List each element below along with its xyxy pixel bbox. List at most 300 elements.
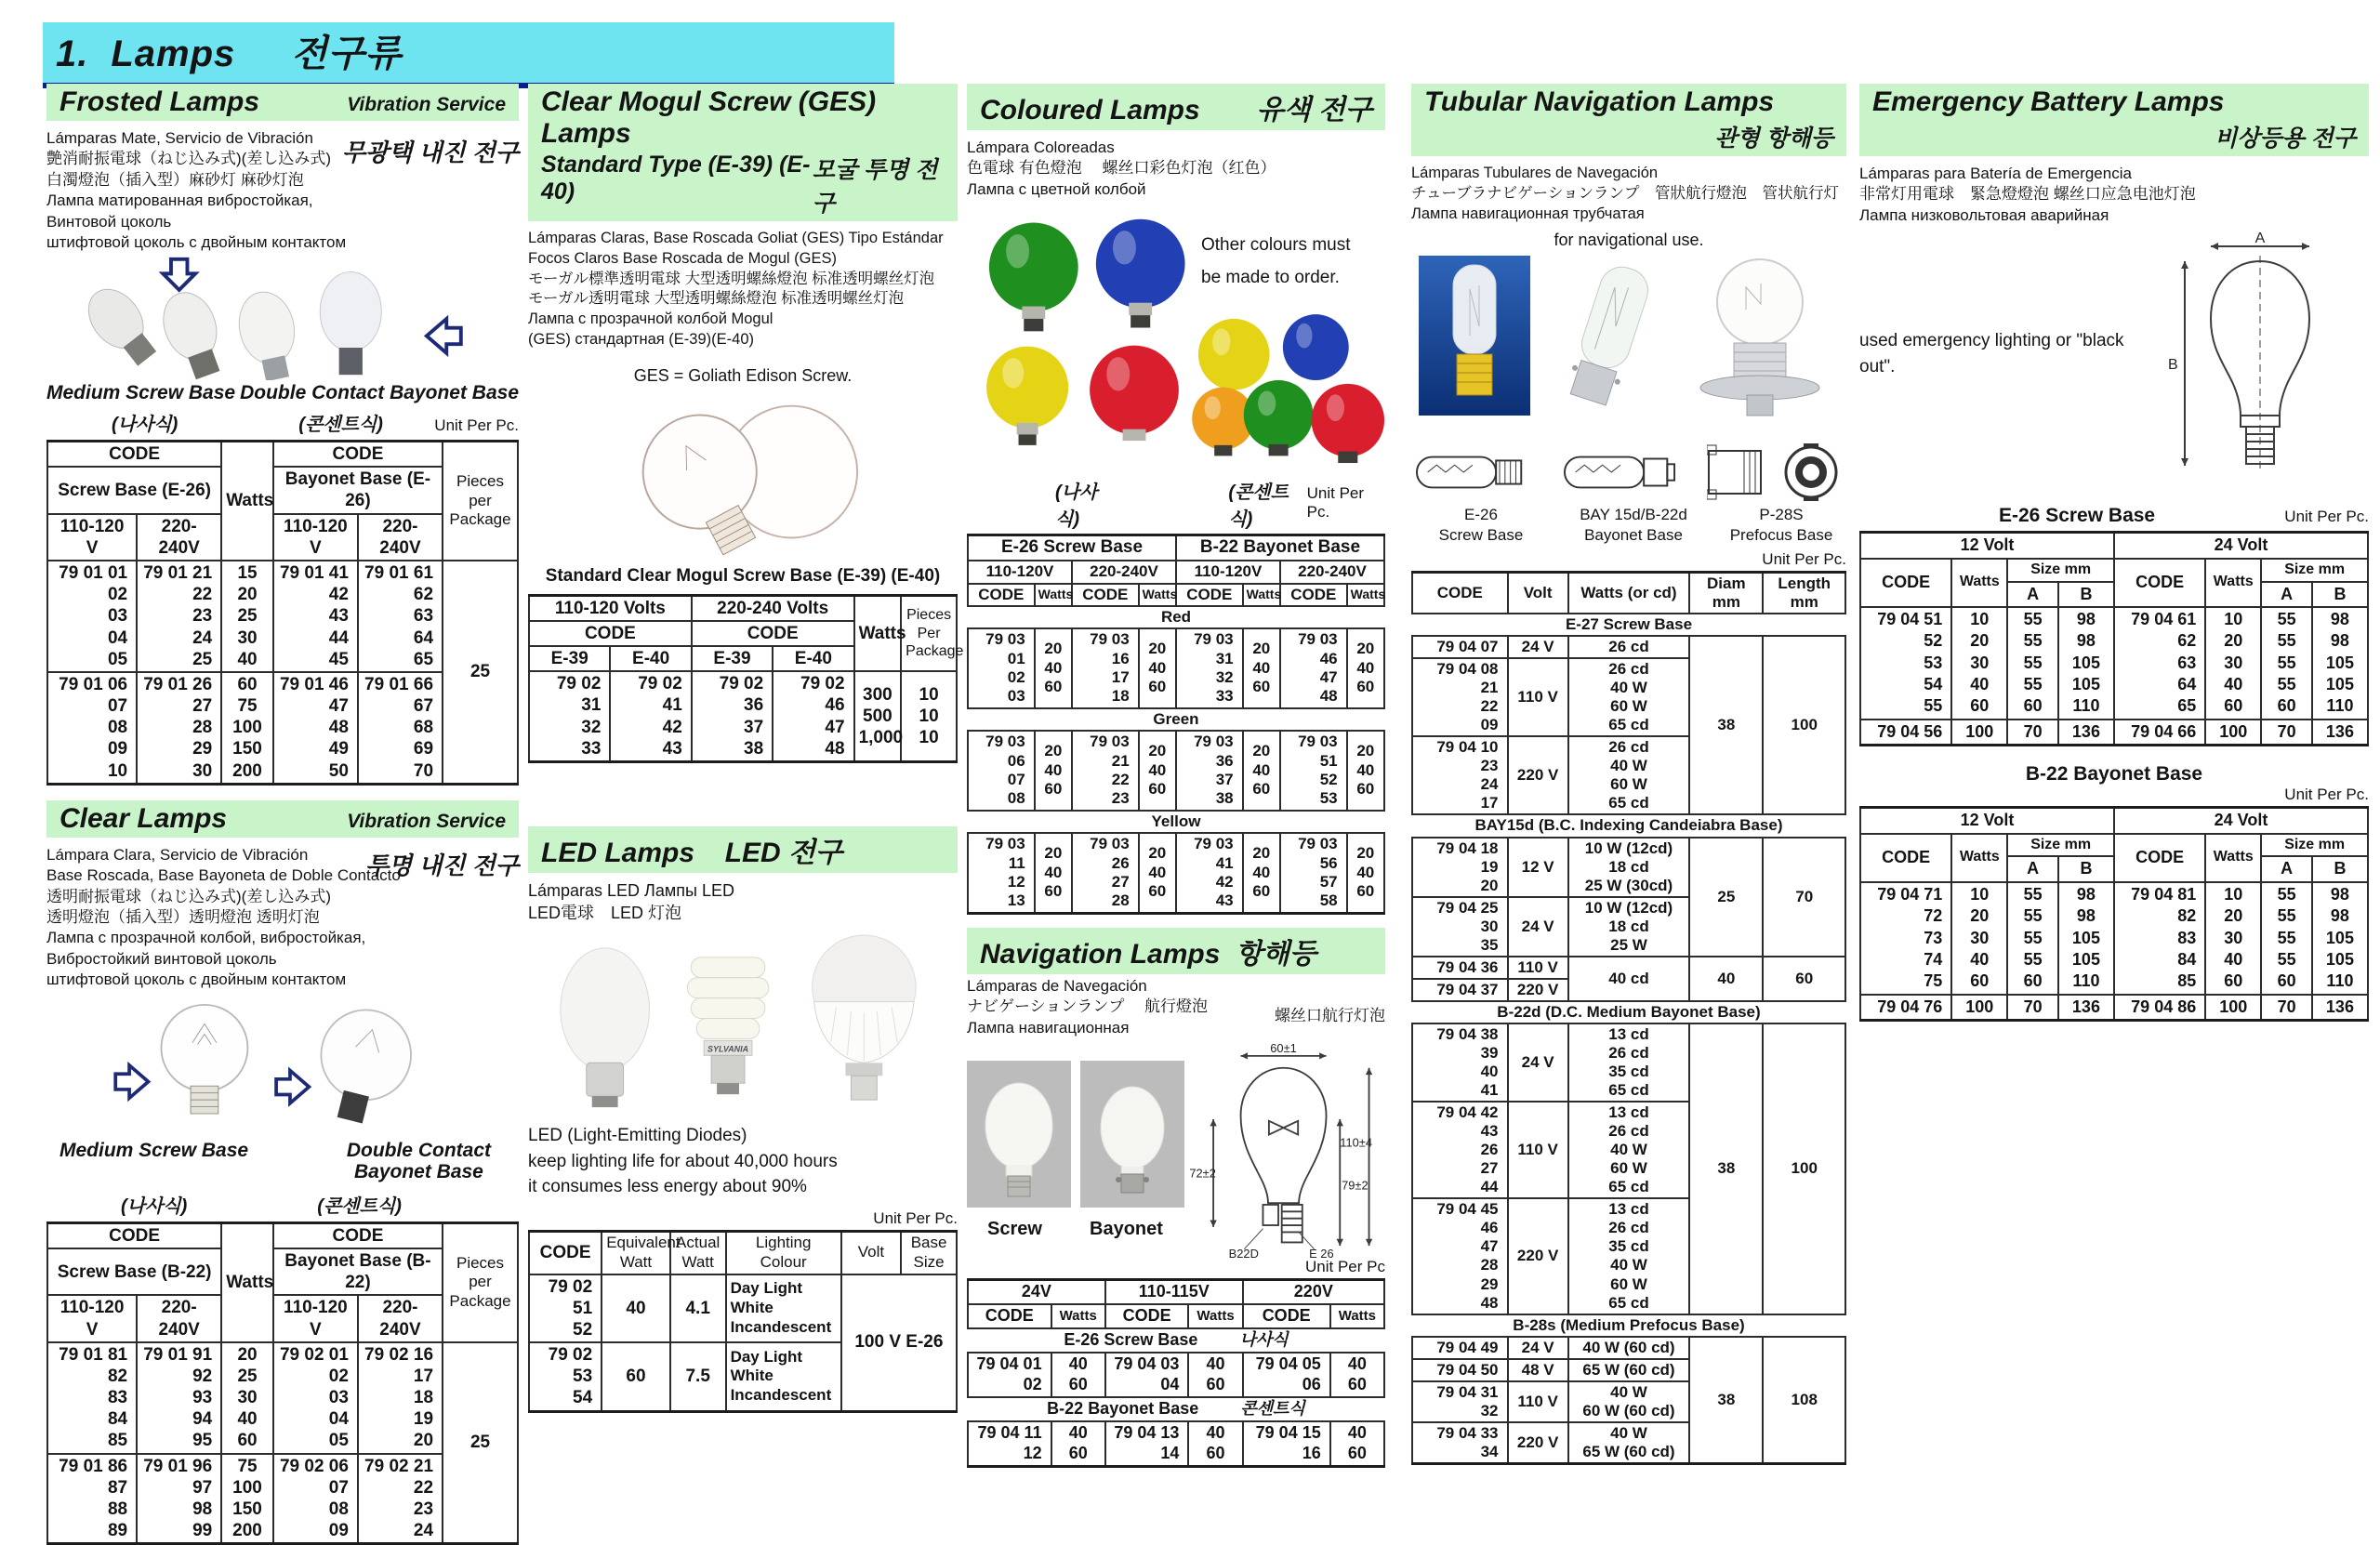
watts-cell: 13 cd 26 cd 35 cd 40 W 60 W 65 cd — [1568, 1198, 1689, 1314]
emergency-title: Emergency Battery Lamps — [1872, 86, 2225, 117]
col-header-watts: Watts — [221, 442, 273, 561]
size-cell: 136 — [2058, 995, 2114, 1021]
tubular-e26-bulb-image — [1442, 261, 1507, 410]
colour-cell: Day Light White Incandescent — [726, 1342, 841, 1411]
tubular-photo — [1419, 256, 1530, 416]
watts-cell: 20 40 60 — [1347, 628, 1384, 708]
col-header-voltage: 24 Volt — [2114, 533, 2368, 559]
coloured-screw-korean: (나사식) — [1055, 482, 1098, 531]
watts-cell: 10 20 30 40 60 — [2205, 882, 2261, 995]
tubular-figure — [1411, 256, 1846, 442]
table-row — [968, 731, 1384, 811]
clear-screw-korean: (나사식) — [121, 1195, 188, 1217]
col-header-screwbase: Screw Base (E-26) — [47, 467, 221, 513]
frosted-clear-column — [46, 84, 519, 1545]
size-cell: 55 55 55 55 60 — [2261, 882, 2312, 995]
watts-cell: 75 100 150 200 — [221, 1454, 273, 1544]
col-header-voltage: 110-120V — [1176, 561, 1280, 583]
nav-dimension-diagram — [1183, 1044, 1385, 1258]
base-group-korean: 콘센트식 — [1240, 1398, 1305, 1418]
page-title-bar — [43, 22, 894, 88]
led-table — [528, 1230, 958, 1413]
nav-bayonet-photo — [1080, 1061, 1184, 1208]
dim-label: 110±4 — [1340, 1135, 1373, 1150]
code-cell: 79 02 16 17 18 19 20 — [358, 1342, 443, 1454]
pieces-cell: 10 10 10 — [901, 671, 957, 761]
col-header-bayonetbase: Bayonet Base (B-22) — [273, 1248, 443, 1295]
tubular-caption-e26: E-26 Screw Base — [1438, 506, 1524, 544]
code-cell: 79 01 41 42 43 44 45 — [273, 561, 358, 672]
mogul-subtitle: Standard Type (E-39) (E-40) — [541, 152, 811, 205]
code-cell: 79 01 91 92 93 94 95 — [137, 1342, 221, 1454]
col-header-voltage: 220-240V — [358, 514, 443, 561]
mogul-section-header — [528, 84, 958, 221]
code-cell: 79 03 01 02 03 — [968, 628, 1035, 708]
volt-cell: 12 V — [1508, 838, 1568, 897]
table-row — [968, 1421, 1384, 1466]
base-group-label: B-28s (Medium Prefocus Base) — [1412, 1314, 1845, 1337]
colour-group-label: Red — [968, 606, 1384, 628]
code-cell: 79 03 36 37 38 — [1176, 731, 1243, 811]
col-header-code: CODE — [273, 442, 443, 468]
length-cell: 70 — [1763, 838, 1845, 957]
size-cell: 136 — [2312, 720, 2368, 746]
watts-cell: 20 40 60 — [1243, 628, 1280, 708]
emergency-description: Lámparas para Batería de Emergencia 非常灯用電球 緊急燈燈泡 螺丝口应急电池灯泡 Лампа низковольтовая аварийная — [1859, 165, 2196, 224]
volt-cell: 24 V — [1508, 1337, 1568, 1359]
led-description: Lámparas LED Лампы LED LED電球 LED 灯泡 — [528, 880, 734, 922]
code-cell: 79 04 07 — [1412, 636, 1508, 658]
tubular-caption-bay: BAY 15d/B-22d Bayonet Base — [1580, 506, 1687, 544]
length-cell: 100 — [1763, 1023, 1845, 1314]
code-cell: 79 02 53 54 — [529, 1342, 602, 1411]
base-label: E 26 — [1309, 1247, 1334, 1259]
col-header-size: Size mm — [2261, 559, 2368, 582]
mogul-caption: Standard Clear Mogul Screw Base (E-39) (E-40) — [545, 565, 941, 586]
emergency-figure — [1859, 226, 2369, 505]
tubular-title: Tubular Navigation Lamps — [1424, 86, 1775, 117]
code-cell: 79 02 31 32 33 — [529, 671, 610, 761]
code-cell: 79 04 66 — [2114, 720, 2205, 746]
code-cell: 79 04 38 39 40 41 — [1412, 1023, 1508, 1102]
code-cell: 79 04 51 52 53 54 55 — [1860, 607, 1951, 720]
col-header-watts: Watts (or cd) — [1568, 572, 1689, 614]
col-header-watts: Watts — [1035, 584, 1072, 606]
table-row — [1412, 636, 1845, 658]
watts-cell: 100 — [2205, 720, 2261, 746]
clear-section-header — [46, 800, 519, 838]
col-header-watts: Watts — [1347, 584, 1384, 606]
watts-cell: 7.5 — [670, 1342, 726, 1411]
size-cell: 70 — [2261, 720, 2312, 746]
volt-cell: 24 V — [1508, 636, 1568, 658]
col-header-a: A — [2261, 582, 2312, 607]
code-cell: 79 01 06 07 08 09 10 — [47, 672, 137, 784]
tubular-caption-p28s: P-28S Prefocus Base — [1729, 506, 1833, 544]
col-header-voltage: 110-120 V — [47, 514, 137, 561]
watts-cell: 26 cd 40 W 60 W 65 cd — [1568, 658, 1689, 736]
col-header-bayonetbase: Bayonet Base (E-26) — [273, 467, 443, 513]
size-cell: 98 98 105 105 110 — [2058, 607, 2114, 720]
col-header-watts: Watts — [221, 1222, 273, 1341]
watts-cell: 40 60 — [1188, 1421, 1242, 1466]
col-header-volt: Volt — [841, 1232, 901, 1274]
watts-cell: 13 cd 26 cd 40 W 60 W 65 cd — [1568, 1102, 1689, 1198]
table-row — [1412, 1337, 1845, 1359]
clear-bulbs-image — [46, 991, 483, 1138]
col-header-code: CODE — [968, 1304, 1051, 1328]
col-header-voltage: 220-240V — [1072, 561, 1176, 583]
dim-label: 79±2 — [1342, 1178, 1368, 1193]
col-header-voltage: 110-120 V — [273, 514, 358, 561]
code-cell: 79 04 81 82 83 84 85 — [2114, 882, 2205, 995]
volt-cell: 110 V — [1508, 658, 1568, 736]
col-header-pieces: Pieces Per Package — [901, 595, 957, 671]
frosted-figure — [46, 254, 519, 380]
watts-cell: 20 40 60 — [1035, 833, 1072, 913]
col-header-code: CODE — [968, 584, 1035, 606]
volt-cell: 220 V — [1508, 1422, 1568, 1464]
size-cell: 98 98 105 105 110 — [2312, 882, 2368, 995]
watts-cell: 100 — [2205, 995, 2261, 1021]
code-cell: 79 03 31 32 33 — [1176, 628, 1243, 708]
col-header-size: Size mm — [2261, 834, 2368, 857]
voltbase-cell: 100 V E-26 — [841, 1274, 957, 1412]
col-header-b: B — [2312, 582, 2368, 607]
watts-cell: 26 cd 40 W 60 W 65 cd — [1568, 736, 1689, 814]
col-header-base: E-39 — [692, 646, 773, 671]
code-cell: 79 03 46 47 48 — [1280, 628, 1347, 708]
led-notes: LED (Light-Emitting Diodes) keep lighting life for about 40,000 hours it consumes less energy about 90% — [528, 1126, 838, 1197]
tubular-section-header — [1411, 84, 1846, 156]
col-header-pieces: Pieces per Package — [443, 1222, 518, 1341]
watts-cell: 300 500 1,000 — [854, 671, 902, 761]
code-cell: 79 01 86 87 88 89 — [47, 1454, 137, 1544]
watts-cell: 10 W (12cd) 18 cd 25 W — [1568, 897, 1689, 957]
watts-cell: 15 20 25 30 40 — [221, 561, 273, 672]
code-cell: 79 03 06 07 08 — [968, 731, 1035, 811]
table-row — [1860, 995, 2368, 1021]
col-header-base: E-40 — [773, 646, 853, 671]
col-header-voltage: 110-120V — [968, 561, 1072, 583]
coloured-nav-column — [967, 84, 1385, 1468]
col-header-voltage: 12 Volt — [1860, 808, 2114, 834]
code-cell: 79 03 41 42 43 — [1176, 833, 1243, 913]
table-row — [1860, 720, 2368, 746]
nav-table — [967, 1278, 1385, 1468]
emergency-note: used emergency lighting or "black out". — [1859, 331, 2124, 376]
frosted-caption-screw: Medium Screw Base — [46, 381, 236, 403]
col-header-b: B — [2058, 856, 2114, 881]
dim-label: 60±1 — [1270, 1044, 1297, 1056]
code-cell: 79 04 15 16 — [1243, 1421, 1330, 1466]
arrow-right-icon — [276, 1070, 309, 1103]
clear-korean-label: 투명 내진 전구 — [364, 851, 519, 879]
base-group-label: B-22d (D.C. Medium Bayonet Base) — [1412, 1001, 1845, 1023]
colour-group-label: Yellow — [968, 811, 1384, 833]
coloured-title: Coloured Lamps — [980, 95, 1200, 125]
code-cell: 79 04 18 19 20 — [1412, 838, 1508, 897]
volt-cell: 110 V — [1508, 1102, 1568, 1198]
table-row — [1860, 607, 2368, 720]
col-header-basesize: Base Size — [901, 1232, 957, 1274]
diam-cell: 38 — [1689, 1337, 1763, 1464]
size-cell: 98 98 105 105 110 — [2058, 882, 2114, 995]
watts-cell: 40 60 — [1330, 1353, 1384, 1397]
col-header-size: Size mm — [2007, 834, 2114, 857]
code-cell: 79 04 71 72 73 74 75 — [1860, 882, 1951, 995]
col-header-code: CODE — [529, 621, 692, 646]
code-cell: 79 01 96 97 98 99 — [137, 1454, 221, 1544]
code-cell: 79 04 03 04 — [1105, 1353, 1189, 1397]
emergency-e26-caption: E-26 Screw Base — [1999, 505, 2156, 527]
code-cell: 79 04 86 — [2114, 995, 2205, 1021]
tubular-table — [1411, 571, 1846, 1465]
arrow-down-icon — [163, 258, 195, 289]
coloured-korean-label: 유색 전구 — [1256, 95, 1372, 125]
mogul-korean-label: 모굴 투명 전구 — [812, 157, 938, 217]
base-group-label — [968, 1397, 1384, 1421]
tubular-bayonet-lamp-icon — [1559, 444, 1682, 500]
nav-section-header — [967, 928, 1385, 974]
watts-cell: 20 40 60 — [1139, 833, 1176, 913]
size-cell: 55 55 55 55 60 — [2007, 607, 2058, 720]
page-title-number: 1. — [56, 33, 89, 74]
table-row — [529, 1274, 957, 1343]
page-title: Lamps — [111, 33, 236, 74]
col-header-watts: Watts — [1330, 1304, 1384, 1328]
code-cell: 79 04 45 46 47 28 29 48 — [1412, 1198, 1508, 1314]
volt-cell: 220 V — [1508, 1198, 1568, 1314]
watts-cell: 20 40 60 — [1243, 833, 1280, 913]
code-cell: 79 03 16 17 18 — [1072, 628, 1139, 708]
arrow-left-icon — [427, 319, 461, 353]
tubular-column — [1411, 84, 1846, 1465]
size-cell: 55 55 55 55 60 — [2261, 607, 2312, 720]
watts-cell: 40 W 60 W (60 cd) — [1568, 1381, 1689, 1422]
frosted-screw-korean: (나사식) — [112, 415, 178, 436]
code-cell: 79 02 51 52 — [529, 1274, 602, 1343]
base-group-text: E-26 Screw Base — [1064, 1329, 1198, 1349]
watts-cell: 10 20 30 40 60 — [2205, 607, 2261, 720]
code-cell: 79 04 56 — [1860, 720, 1951, 746]
col-header-code: CODE — [1176, 584, 1243, 606]
base-label: B22D — [1228, 1247, 1259, 1259]
code-cell: 79 04 13 14 — [1105, 1421, 1189, 1466]
col-header-voltage: 220V — [1243, 1280, 1384, 1304]
diam-cell: 40 — [1689, 957, 1763, 1001]
length-cell: 60 — [1763, 957, 1845, 1001]
watts-cell: 60 — [602, 1342, 670, 1411]
code-cell: 79 01 46 47 48 49 50 — [273, 672, 358, 784]
mogul-figure — [528, 388, 958, 566]
led-korean-label: LED 전구 — [724, 837, 842, 868]
base-group-label — [968, 1328, 1384, 1353]
base-group-label: BAY15d (B.C. Indexing Candeiabra Base) — [1412, 814, 1845, 837]
col-header-voltage: 220-240 Volts — [692, 595, 854, 621]
watts-cell: 20 40 60 — [1035, 628, 1072, 708]
coloured-table — [967, 534, 1385, 914]
col-header-base: E-40 — [610, 646, 691, 671]
frosted-bayonet-korean: (콘센트식) — [298, 415, 383, 436]
volt-cell: 48 V — [1508, 1359, 1568, 1381]
code-cell: 79 01 61 62 63 64 65 — [358, 561, 443, 672]
watts-cell: 40 60 — [1188, 1353, 1242, 1397]
table-row — [1412, 838, 1845, 897]
table-row — [1412, 1023, 1845, 1102]
col-header-code: CODE — [1860, 834, 1951, 882]
watts-cell: 10 20 30 40 60 — [1951, 882, 2007, 995]
col-header-code: CODE — [47, 1222, 221, 1248]
code-cell: 79 04 50 — [1412, 1359, 1508, 1381]
mogul-title: Clear Mogul Screw (GES) Lamps — [541, 86, 877, 149]
col-header-eqwatt: Equivalent Watt — [602, 1232, 670, 1274]
col-header-watts: Watts — [1951, 559, 2007, 607]
code-cell: 79 04 76 — [1860, 995, 1951, 1021]
code-cell: 79 02 21 22 23 24 — [358, 1454, 443, 1544]
code-cell: 79 01 66 67 68 69 70 — [358, 672, 443, 784]
col-header-code: CODE — [692, 621, 854, 646]
clear-title: Clear Lamps — [60, 802, 228, 834]
led-unit-label: Unit Per Pc. — [873, 1209, 958, 1228]
emergency-korean-label: 비상등용 전구 — [2215, 125, 2356, 152]
frosted-subtitle: Vibration Service — [347, 94, 506, 115]
col-header-a: A — [2007, 582, 2058, 607]
col-header-voltage: 220-240V — [137, 1295, 221, 1341]
clear-figure — [46, 991, 519, 1138]
base-group-label: E-27 Screw Base — [1412, 614, 1845, 636]
col-header-code: CODE — [1280, 584, 1347, 606]
size-cell: 70 — [2007, 720, 2058, 746]
col-header-voltage: 110-120 V — [273, 1295, 358, 1341]
watts-cell: 20 25 30 40 60 — [221, 1342, 273, 1454]
size-cell: 70 — [2007, 995, 2058, 1021]
col-header-voltage: 220-240V — [1280, 561, 1384, 583]
size-cell: 98 98 105 105 110 — [2312, 607, 2368, 720]
code-cell: 79 04 36 — [1412, 957, 1508, 979]
tubular-prefocus-base-icon — [1707, 443, 1846, 501]
table-row — [968, 833, 1384, 913]
clear-bayonet-korean: (콘센트식) — [317, 1195, 402, 1217]
length-cell: 108 — [1763, 1337, 1845, 1464]
led-bulbs-image — [528, 924, 946, 1123]
coloured-unit-label: Unit Per Pc. — [1306, 484, 1365, 522]
table-row — [1412, 957, 1845, 979]
table-row — [1860, 882, 2368, 995]
code-cell: 79 04 33 34 — [1412, 1422, 1508, 1464]
code-cell: 79 02 46 47 48 — [773, 671, 853, 761]
diam-cell: 38 — [1689, 1023, 1763, 1314]
col-header-watts: Watts — [2205, 834, 2261, 882]
emergency-section-header — [1859, 84, 2369, 156]
col-header-b22: B-22 Bayonet Base — [1176, 535, 1384, 561]
clear-caption-bayonet: Double Contact Bayonet Base — [346, 1139, 491, 1183]
frosted-table — [46, 440, 519, 786]
code-cell: 79 04 08 21 22 09 — [1412, 658, 1508, 736]
colour-group-label: Green — [968, 708, 1384, 731]
watts-cell: 40 W 65 W (60 cd) — [1568, 1422, 1689, 1464]
table-row — [47, 561, 518, 672]
col-header-code: CODE — [1072, 584, 1139, 606]
nav-description: Lámparas de Navegación ナビゲーションランプ 航行燈泡 Лампа навигационная — [967, 976, 1209, 1037]
col-header-watts: Watts — [1951, 834, 2007, 882]
code-cell: 79 04 37 — [1412, 979, 1508, 1001]
watts-cell: 10 20 30 40 60 — [1951, 607, 2007, 720]
code-cell: 79 01 21 22 23 24 25 — [137, 561, 221, 672]
col-header-diam: Diam mm — [1689, 572, 1763, 614]
watts-cell: 65 W (60 cd) — [1568, 1359, 1689, 1381]
code-cell: 79 03 51 52 53 — [1280, 731, 1347, 811]
nav-screw-bulb-image — [980, 1077, 1058, 1208]
led-section-header — [528, 826, 958, 873]
base-group-text: B-22 Bayonet Base — [1047, 1398, 1199, 1418]
clear-subtitle: Vibration Service — [347, 810, 506, 832]
col-header-voltage: 12 Volt — [1860, 533, 2114, 559]
col-header-voltage: 110-120 Volts — [529, 595, 692, 621]
nav-caption-bayonet: Bayonet — [1090, 1219, 1163, 1240]
watts-cell: 40 60 — [1330, 1421, 1384, 1466]
volt-cell: 24 V — [1508, 897, 1568, 957]
mogul-ges-note: GES = Goliath Edison Screw. — [633, 365, 853, 385]
col-header-watts: Watts — [1139, 584, 1176, 606]
code-cell: 79 04 25 30 35 — [1412, 897, 1508, 957]
volt-cell: 220 V — [1508, 736, 1568, 814]
emergency-unit-label: Unit Per Pc. — [2284, 786, 2369, 804]
watts-cell: 40 60 — [1051, 1353, 1105, 1397]
coloured-note: Other colours must be made to order. — [1201, 235, 1351, 287]
frosted-description: Lámparas Mate, Servicio de Vibración 艶消耐振電球（ねじ込み式)(差し込み式) 白濁燈泡（插入型）麻砂灯 麻砂灯泡 Лампа матированная вибростойкая, Винтовой цоколь штифтовой цоколь с двойным контактом — [46, 129, 347, 252]
nav-bayonet-bulb-image — [1093, 1077, 1171, 1208]
tubular-prefocus-bulb-image — [1690, 256, 1830, 432]
dim-label: B — [2168, 357, 2178, 374]
mogul-bulbs-image — [589, 388, 896, 566]
col-header-code: CODE — [47, 442, 221, 468]
frosted-unit-label: Unit Per Pc. — [434, 416, 519, 435]
dim-label: 72±2 — [1189, 1166, 1216, 1181]
tubular-note: for navigational use. — [1554, 231, 1704, 250]
frosted-caption-bayonet: Double Contact Bayonet Base — [240, 381, 519, 403]
col-header-b: B — [2312, 856, 2368, 881]
col-header-code: CODE — [273, 1222, 443, 1248]
tubular-screw-lamp-icon — [1411, 444, 1534, 500]
tubular-bayonet-bulb-image — [1551, 261, 1662, 429]
pieces-cell: 25 — [443, 1342, 518, 1544]
colour-cell: Day Light White Incandescent — [726, 1274, 841, 1343]
led-figure — [528, 924, 958, 1123]
size-cell: 70 — [2261, 995, 2312, 1021]
col-header-voltage: 220-240V — [358, 1295, 443, 1341]
volt-cell: 110 V — [1508, 957, 1568, 979]
watts-cell: 60 75 100 150 200 — [221, 672, 273, 784]
code-cell: 79 04 10 23 24 17 — [1412, 736, 1508, 814]
emergency-e26-table — [1859, 531, 2369, 746]
coloured-section-header — [967, 84, 1385, 130]
length-cell: 100 — [1763, 636, 1845, 814]
code-cell: 79 04 49 — [1412, 1337, 1508, 1359]
coloured-bayonet-korean: (콘센트식) — [1228, 482, 1289, 531]
table-row — [968, 1353, 1384, 1397]
mogul-description: Lámparas Claras, Base Roscada Goliat (GES) Tipo Estándar Focos Claros Base Roscada de Mogul (GES) モーガル標準透明電球 大型透明螺絲燈泡 标准透明螺丝灯泡 モーガル透明電球 大型透明螺絲燈泡 标准透明螺丝灯泡 Лампа с прозрачной колбой Mogul (GES) стандартная (E-39)(E-40) — [528, 230, 944, 348]
col-header-code: CODE — [529, 1232, 602, 1274]
col-header-code: CODE — [2114, 559, 2205, 607]
coloured-figure — [967, 200, 1385, 477]
code-cell: 79 04 01 02 — [968, 1353, 1051, 1397]
code-cell: 79 01 01 02 03 04 05 — [47, 561, 137, 672]
code-cell: 79 03 26 27 28 — [1072, 833, 1139, 913]
col-header-volt: Volt — [1508, 572, 1568, 614]
watts-cell: 13 cd 26 cd 35 cd 65 cd — [1568, 1023, 1689, 1102]
clear-table — [46, 1221, 519, 1545]
